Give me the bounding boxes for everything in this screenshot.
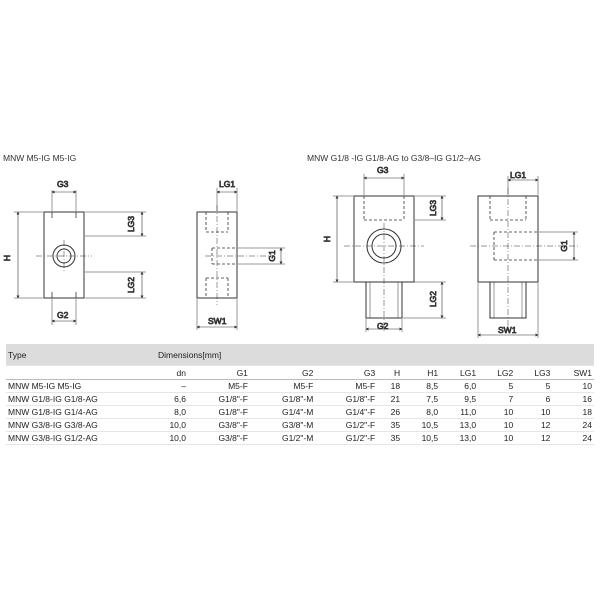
cell-lg1: 13,0 — [440, 432, 478, 445]
cell-g3: G1/2"-F — [315, 419, 377, 432]
column-header-row — [6, 366, 594, 380]
cell-lg3: 5 — [515, 380, 552, 393]
cell-dn: 8,0 — [150, 406, 188, 419]
left-h-label: H — [2, 254, 12, 262]
row-type: MNW G1/8-IG G1/8-AG — [6, 393, 150, 406]
right-sw1-label: SW1 — [498, 325, 517, 335]
cell-g2: G1/8"-M — [250, 393, 315, 406]
cell-h: 35 — [377, 419, 402, 432]
right-lg3-label: LG3 — [428, 199, 438, 217]
col-header-h1: H1 — [402, 366, 440, 380]
table-header-row — [6, 344, 594, 366]
cell-lg1: 6,0 — [440, 380, 478, 393]
cell-lg1: 9,5 — [440, 393, 478, 406]
col-header-h: H — [377, 366, 402, 380]
row-type: MNW G3/8-IG G3/8-AG — [6, 419, 150, 432]
cell-dn: – — [150, 380, 188, 393]
cell-h: 26 — [377, 406, 402, 419]
dimensions-table — [6, 344, 594, 445]
left-g2-label: G2 — [57, 310, 69, 320]
right-front-view — [333, 174, 446, 333]
dimensions-header: Dimensions[mm] — [150, 344, 594, 366]
col-header-lg3: LG3 — [515, 366, 552, 380]
left-lg1-label: LG1 — [219, 179, 236, 189]
cell-sw1: 10 — [552, 380, 594, 393]
left-lg3-label: LG3 — [126, 215, 136, 233]
cell-g2: G3/8"-M — [250, 419, 315, 432]
cell-h1: 8,0 — [402, 406, 440, 419]
cell-g3: G1/8"-F — [315, 393, 377, 406]
cell-h1: 10,5 — [402, 419, 440, 432]
right-lg1-label: LG1 — [510, 170, 527, 180]
cell-dn: 6,6 — [150, 393, 188, 406]
table-row — [6, 406, 594, 419]
cell-g2: G1/2"-M — [250, 432, 315, 445]
cell-h: 18 — [377, 380, 402, 393]
cell-lg3: 12 — [515, 432, 552, 445]
cell-lg2: 10 — [478, 432, 515, 445]
table-row — [6, 393, 594, 406]
cell-h1: 10,5 — [402, 432, 440, 445]
col-header-g2: G2 — [250, 366, 315, 380]
right-g1-label: G1 — [559, 240, 569, 252]
left-sw1-label: SW1 — [208, 316, 227, 326]
cell-lg2: 10 — [478, 406, 515, 419]
cell-dn: 10,0 — [150, 419, 188, 432]
cell-g1: M5-F — [188, 380, 250, 393]
right-g3-label: G3 — [377, 165, 389, 175]
left-g3-label: G3 — [57, 179, 69, 189]
table-row — [6, 432, 594, 445]
row-type: MNW M5-IG M5-IG — [6, 380, 150, 393]
cell-g2: G1/4"-M — [250, 406, 315, 419]
col-header-lg1: LG1 — [440, 366, 478, 380]
cell-g1: G1/8"-F — [188, 406, 250, 419]
cell-g1: G1/8"-F — [188, 393, 250, 406]
cell-g3: G1/2"-F — [315, 432, 377, 445]
right-g2-label: G2 — [377, 321, 389, 331]
cell-sw1: 24 — [552, 419, 594, 432]
cell-g3: M5-F — [315, 380, 377, 393]
cell-lg2: 7 — [478, 393, 515, 406]
cell-lg3: 10 — [515, 406, 552, 419]
cell-lg2: 5 — [478, 380, 515, 393]
cell-lg2: 10 — [478, 419, 515, 432]
cell-h1: 7,5 — [402, 393, 440, 406]
cell-h: 21 — [377, 393, 402, 406]
type-header: Type — [6, 344, 150, 366]
cell-sw1: 18 — [552, 406, 594, 419]
cell-g3: G1/4"-F — [315, 406, 377, 419]
cell-g1: G3/8"-F — [188, 419, 250, 432]
cell-lg1: 13,0 — [440, 419, 478, 432]
left-lg2-label: LG2 — [126, 276, 136, 294]
col-header-sw1: SW1 — [552, 366, 594, 380]
right-drawing-title: MNW G1/8 -IG G1/8-AG to G3/8–IG G1/2–AG — [307, 153, 481, 163]
cell-lg3: 12 — [515, 419, 552, 432]
cell-g1: G3/8"-F — [188, 432, 250, 445]
right-lg2-label: LG2 — [428, 290, 438, 308]
cell-sw1: 24 — [552, 432, 594, 445]
table-row — [6, 419, 594, 432]
col-header-dn: dn — [150, 366, 188, 380]
right-h-label: H — [322, 235, 332, 243]
right-side-view — [470, 176, 578, 338]
col-header-g3: G3 — [315, 366, 377, 380]
row-type: MNW G3/8-IG G1/2-AG — [6, 432, 150, 445]
row-type: MNW G1/8-IG G1/4-AG — [6, 406, 150, 419]
cell-h: 35 — [377, 432, 402, 445]
cell-sw1: 16 — [552, 393, 594, 406]
left-drawing-title: MNW M5-IG M5-IG — [3, 153, 77, 163]
col-header-g1: G1 — [188, 366, 250, 380]
cell-dn: 10,0 — [150, 432, 188, 445]
cell-lg1: 11,0 — [440, 406, 478, 419]
left-g1-label: G1 — [267, 250, 277, 262]
table-row — [6, 380, 594, 393]
cell-lg3: 6 — [515, 393, 552, 406]
left-front-view — [14, 190, 146, 325]
column-header-blank — [6, 366, 150, 380]
col-header-lg2: LG2 — [478, 366, 515, 380]
cell-g2: M5-F — [250, 380, 315, 393]
cell-h1: 8,5 — [402, 380, 440, 393]
